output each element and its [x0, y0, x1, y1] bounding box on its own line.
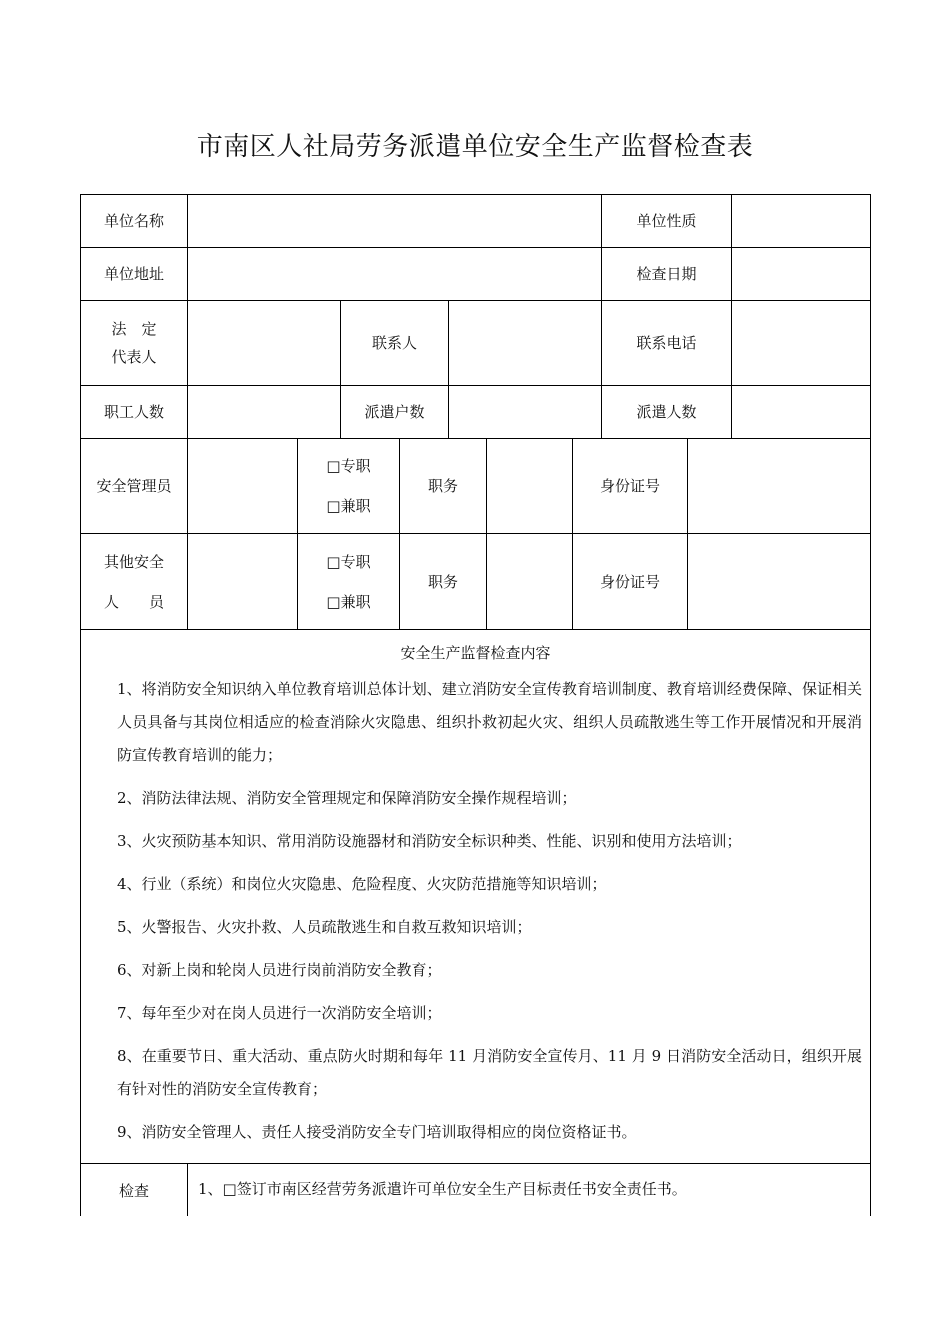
content-heading: 安全生产监督检查内容 — [400, 644, 551, 662]
full-time-checkbox[interactable]: □专职 — [326, 552, 371, 571]
label-inspection-date: 检查日期 — [602, 248, 732, 301]
row-safety-manager — [80, 439, 871, 534]
label-contact-person: 联系人 — [341, 301, 449, 386]
field-id-number[interactable] — [688, 534, 871, 630]
inspection-content — [80, 630, 871, 1164]
field-safety-manager[interactable] — [188, 439, 298, 534]
content-item-8: 8、在重要节日、重大活动、重点防火时期和每年 11 月消防安全宣传月、11 月 9 日消防安全活动日，组织开展有针对性的消防安全宣传教育； — [117, 1047, 862, 1098]
field-unit-nature[interactable] — [732, 195, 871, 248]
inspection-form — [80, 194, 871, 1216]
label-unit-name: 单位名称 — [81, 195, 188, 248]
label-other-safety-line2: 人 员 — [103, 592, 164, 611]
field-position[interactable] — [487, 439, 573, 534]
content-item-4: 4、行业（系统）和岗位火灾隐患、危险程度、火灾防范措施等知识培训； — [117, 875, 607, 893]
label-other-safety-line1: 其他安全 — [103, 552, 164, 571]
part-time-checkbox[interactable]: □兼职 — [326, 592, 371, 611]
label-legal-rep-line1: 法 定 — [111, 320, 157, 338]
content-item-2: 2、消防法律法规、消防安全管理规定和保障消防安全操作规程培训； — [117, 789, 577, 807]
label-id-number: 身份证号 — [573, 534, 688, 630]
part-time-checkbox[interactable]: □兼职 — [326, 497, 371, 515]
content-item-6: 6、对新上岗和轮岗人员进行岗前消防安全教育； — [117, 961, 442, 979]
job-type-options — [298, 534, 400, 630]
label-unit-address: 单位地址 — [81, 248, 188, 301]
content-item-3: 3、火灾预防基本知识、常用消防设施器材和消防安全标识种类、性能、识别和使用方法培训； — [117, 832, 742, 850]
full-time-checkbox[interactable]: □专职 — [326, 457, 371, 475]
field-unit-address[interactable] — [188, 248, 602, 301]
row-counts — [80, 386, 871, 439]
field-staff-count[interactable] — [188, 386, 341, 439]
field-legal-rep[interactable] — [188, 301, 341, 386]
label-id-number: 身份证号 — [573, 439, 688, 534]
label-unit-nature: 单位性质 — [602, 195, 732, 248]
field-dispatch-households[interactable] — [449, 386, 602, 439]
label-other-safety — [81, 534, 188, 630]
row-other-safety — [80, 534, 871, 630]
label-position: 职务 — [400, 439, 487, 534]
field-inspection-date[interactable] — [732, 248, 871, 301]
field-id-number[interactable] — [688, 439, 871, 534]
field-position[interactable] — [487, 534, 573, 630]
field-other-safety[interactable] — [188, 534, 298, 630]
row-check — [80, 1164, 871, 1216]
page-title: 市南区人社局劳务派遣单位安全生产监督检查表 — [196, 132, 754, 162]
row-unit-address — [80, 248, 871, 301]
label-legal-rep-line2: 代表人 — [111, 348, 157, 366]
label-dispatch-people: 派遣人数 — [602, 386, 732, 439]
content-item-9: 9、消防安全管理人、责任人接受消防安全专门培训取得相应的岗位资格证书。 — [117, 1123, 637, 1141]
field-unit-name[interactable] — [188, 195, 602, 248]
label-contact-phone: 联系电话 — [602, 301, 732, 386]
job-type-options — [298, 439, 400, 534]
field-contact-phone[interactable] — [732, 301, 871, 386]
label-safety-manager: 安全管理员 — [81, 439, 188, 534]
field-dispatch-people[interactable] — [732, 386, 871, 439]
field-contact-person[interactable] — [449, 301, 602, 386]
label-dispatch-households: 派遣户数 — [341, 386, 449, 439]
row-legal-rep — [80, 301, 871, 386]
content-item-7: 7、每年至少对在岗人员进行一次消防安全培训； — [117, 1004, 442, 1022]
check-item-1[interactable]: 1、□签订市南区经营劳务派遣许可单位安全生产目标责任书安全责任书。 — [188, 1164, 871, 1216]
label-check: 检查 — [81, 1164, 188, 1216]
label-position: 职务 — [400, 534, 487, 630]
label-legal-rep — [81, 301, 188, 386]
content-item-1: 1、将消防安全知识纳入单位教育培训总体计划、建立消防安全宣传教育培训制度、教育培训经费保障、保证相关人员具备与其岗位相适应的检查消除火灾隐患、组织扑救初起火灾、组织人员疏散逃生等工作开展情况和开展消防宣传教育培训的能力； — [117, 680, 862, 764]
row-unit-name — [80, 194, 871, 248]
label-staff-count: 职工人数 — [81, 386, 188, 439]
content-item-5: 5、火警报告、火灾扑救、人员疏散逃生和自救互救知识培训； — [117, 918, 532, 936]
